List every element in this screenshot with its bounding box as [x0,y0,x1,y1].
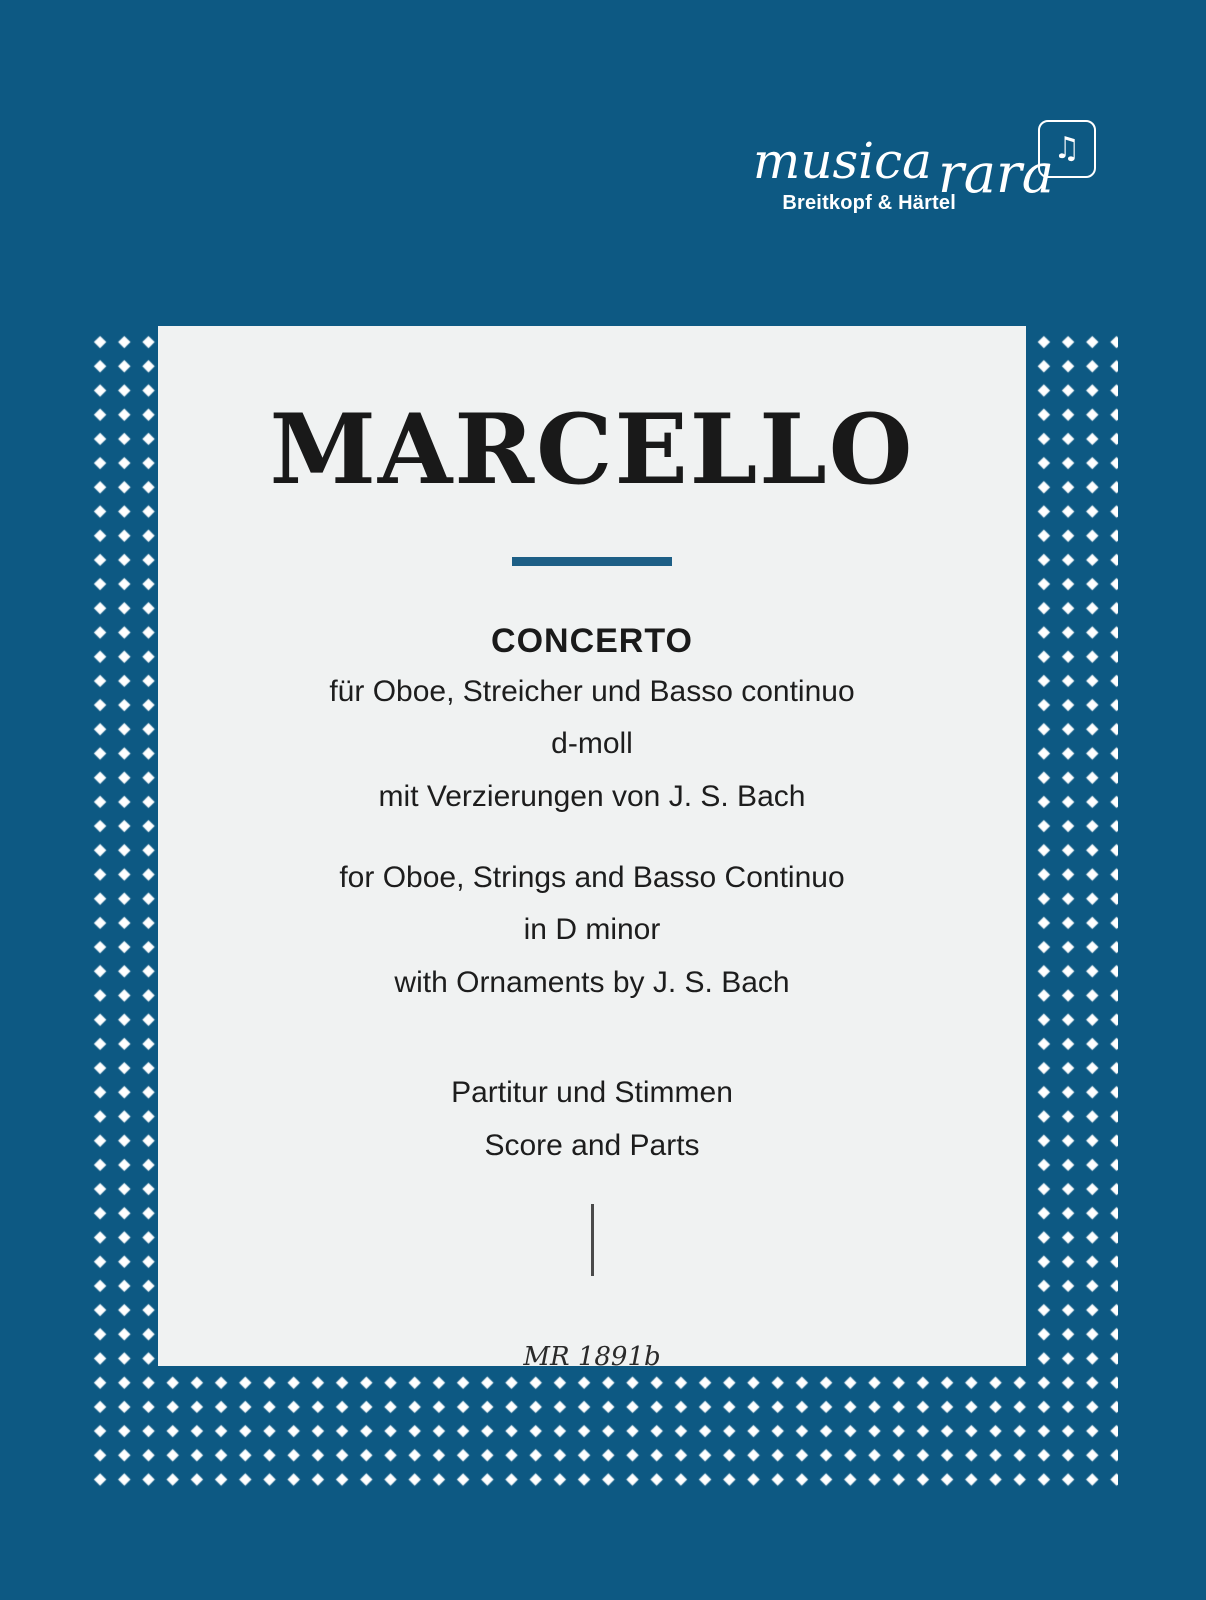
key-german: d-moll [551,727,633,761]
scoring-german: für Oboe, Streicher und Basso continuo [329,674,855,708]
work-title: CONCERTO [491,621,693,660]
edition-type-english: Score and Parts [484,1128,700,1162]
publisher-name-rara: rara [937,142,1054,205]
note-icon: ♫ [1053,131,1081,166]
key-english: in D minor [523,913,661,947]
title-card [158,326,1026,1372]
publisher-imprint: Breitkopf & Härtel [782,192,956,214]
publisher-name-musica: musica [752,132,932,190]
vertical-divider [591,1204,594,1276]
ornaments-note-english: with Ornaments by J. S. Bach [394,965,790,999]
edition-type-german: Partitur und Stimmen [451,1076,733,1110]
publisher-logo [716,120,1096,250]
title-divider [512,557,672,566]
scoring-english: for Oboe, Strings and Basso Continuo [339,860,845,894]
composer-name: MARCELLO [269,393,915,506]
ornaments-note-german: mit Verzierungen von J. S. Bach [378,779,806,813]
plate-number: MR 1891b [523,1341,661,1372]
publisher-emblem-icon [1038,120,1096,178]
